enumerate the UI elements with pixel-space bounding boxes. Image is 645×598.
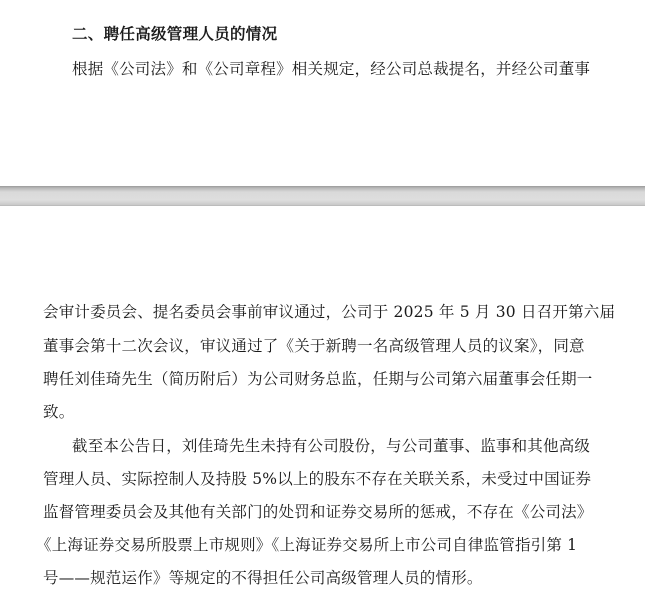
paragraph-line: 根据《公司法》和《公司章程》相关规定，经公司总裁提名，并经公司董事 <box>72 60 591 78</box>
section-heading: 二、聘任高级管理人员的情况 <box>72 24 278 43</box>
paragraph-line: 致。 <box>43 403 75 421</box>
paragraph-line: 监督管理委员会及其他有关部门的处罚和证券交易所的惩戒，不存在《公司法》 <box>43 503 593 521</box>
paragraph-line: 董事会第十二次会议，审议通过了《关于新聘一名高级管理人员的议案》，同意 <box>43 337 585 355</box>
paragraph-line: 聘任刘佳琦先生（简历附后）为公司财务总监，任期与公司第六届董事会任期一 <box>43 370 593 388</box>
paragraph-line: 号——规范运作》等规定的不得担任公司高级管理人员的情形。 <box>43 569 483 587</box>
page-bottom <box>0 206 645 598</box>
paragraph-line: 《上海证券交易所股票上市规则》《上海证券交易所上市公司自律监管指引第 1 <box>36 536 578 554</box>
page-top <box>0 0 645 186</box>
paragraph-line: 截至本公告日，刘佳琦先生未持有公司股份，与公司董事、监事和其他高级 <box>72 437 591 455</box>
page-break-divider <box>0 186 645 206</box>
paragraph-line: 管理人员、实际控制人及持股 5%以上的股东不存在关联关系，未受过中国证券 <box>43 470 592 488</box>
paragraph-line: 会审计委员会、提名委员会事前审议通过，公司于 2025 年 5 月 30 日召开第六届 <box>43 303 616 321</box>
